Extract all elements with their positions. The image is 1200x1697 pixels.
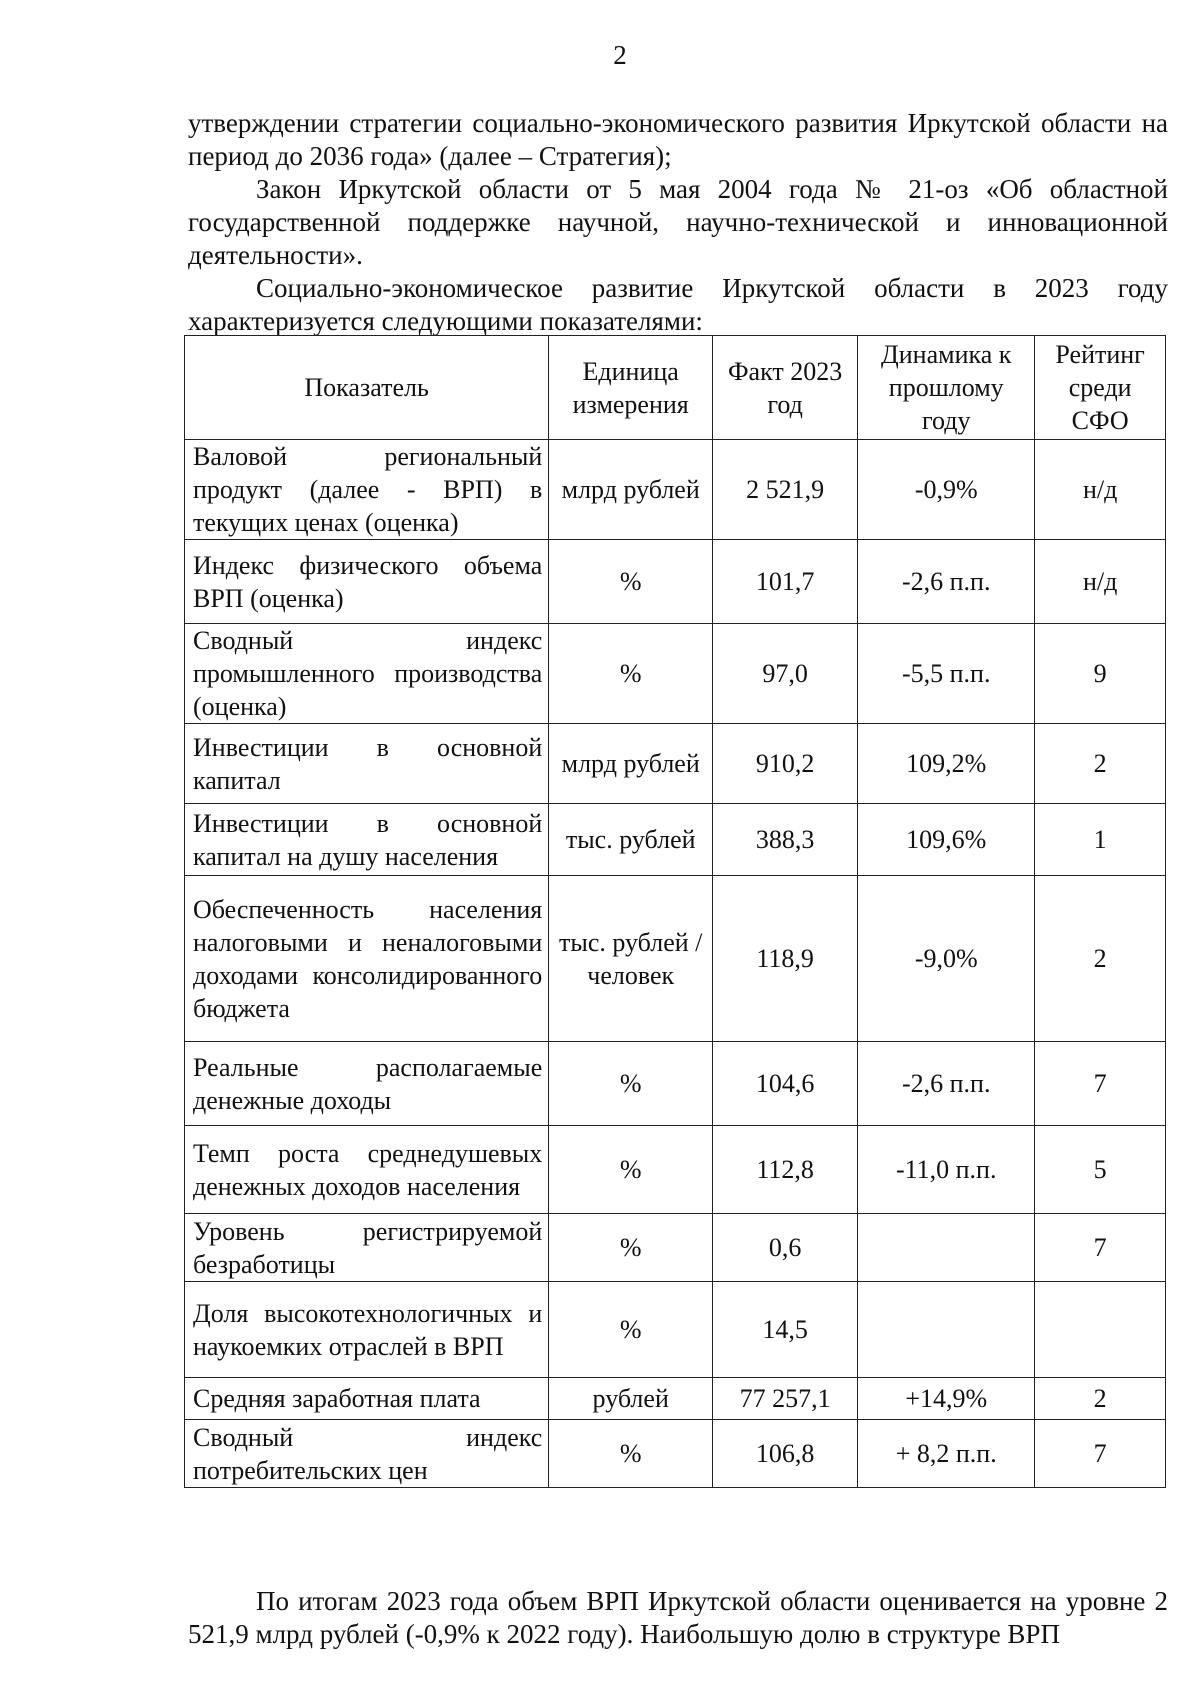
- table-row: [185, 440, 1166, 540]
- indicator-cell: Уровень регистрируемой безработицы: [185, 1214, 549, 1282]
- indicator-cell: Сводный индекс потребительских цен: [185, 1420, 549, 1488]
- rank-cell: 7: [1035, 1420, 1166, 1488]
- unit-cell: %: [549, 540, 713, 624]
- unit-cell: млрд рублей: [549, 724, 713, 804]
- table-row: [185, 1282, 1166, 1378]
- dynamics-cell: 109,2%: [858, 724, 1035, 804]
- fact-cell: 2 521,9: [713, 440, 858, 540]
- table-row: [185, 624, 1166, 724]
- fact-cell: 97,0: [713, 624, 858, 724]
- unit-cell: млрд рублей: [549, 440, 713, 540]
- intro-paragraph: Социально-экономическое развитие Иркутской области в 2023 году характеризуется следующими показателями:: [188, 273, 1168, 336]
- dynamics-cell: +14,9%: [858, 1378, 1035, 1420]
- dynamics-cell: 109,6%: [858, 804, 1035, 876]
- page-number: 2: [613, 40, 627, 70]
- dynamics-cell: [858, 1214, 1035, 1282]
- indicator-cell: Реальные располагаемые денежные доходы: [185, 1042, 549, 1126]
- table-row: [185, 804, 1166, 876]
- rank-cell: [1035, 1282, 1166, 1378]
- indicator-cell: Валовой региональный продукт (далее - ВРП) в текущих ценах (оценка): [185, 440, 549, 540]
- fact-cell: 112,8: [713, 1126, 858, 1214]
- indicators-table: [184, 335, 1166, 1488]
- unit-cell: %: [549, 1282, 713, 1378]
- indicators-table-wrapper: [184, 335, 1166, 1488]
- unit-cell: рублей: [549, 1378, 713, 1420]
- rank-cell: 7: [1035, 1042, 1166, 1126]
- fact-cell: 104,6: [713, 1042, 858, 1126]
- indicator-cell: Инвестиции в основной капитал: [185, 724, 549, 804]
- dynamics-cell: -5,5 п.п.: [858, 624, 1035, 724]
- unit-cell: тыс. рублей /человек: [549, 876, 713, 1042]
- rank-cell: 5: [1035, 1126, 1166, 1214]
- table-row: [185, 1420, 1166, 1488]
- indicator-cell: Темп роста среднедушевых денежных доходов населения: [185, 1126, 549, 1214]
- dynamics-cell: [858, 1282, 1035, 1378]
- table-row: [185, 876, 1166, 1042]
- outro-paragraph: По итогам 2023 года объем ВРП Иркутской области оценивается на уровне 2 521,9 млрд рублей (-0,9% к 2022 году). Наибольшую долю в структуре ВРП: [188, 1586, 1168, 1649]
- intro-text: [188, 107, 1168, 338]
- intro-paragraph: утверждении стратегии социально-экономического развития Иркутской области на период до 2036 года» (далее – Стратегия);: [188, 108, 1168, 171]
- dynamics-cell: -9,0%: [858, 876, 1035, 1042]
- table-row: [185, 540, 1166, 624]
- indicator-cell: Индекс физического объема ВРП (оценка): [185, 540, 549, 624]
- unit-cell: тыс. рублей: [549, 804, 713, 876]
- indicator-cell: Сводный индекс промышленного производства (оценка): [185, 624, 549, 724]
- indicator-cell: Доля высокотехнологичных и наукоемких отраслей в ВРП: [185, 1282, 549, 1378]
- fact-cell: 106,8: [713, 1420, 858, 1488]
- fact-cell: 118,9: [713, 876, 858, 1042]
- fact-cell: 77 257,1: [713, 1378, 858, 1420]
- indicator-cell: Средняя заработная плата: [185, 1378, 549, 1420]
- fact-cell: 910,2: [713, 724, 858, 804]
- unit-cell: %: [549, 1420, 713, 1488]
- table-row: [185, 1126, 1166, 1214]
- fact-cell: 0,6: [713, 1214, 858, 1282]
- rank-cell: 9: [1035, 624, 1166, 724]
- dynamics-cell: -0,9%: [858, 440, 1035, 540]
- unit-cell: %: [549, 624, 713, 724]
- indicator-cell: Обеспеченность населения налоговыми и неналоговыми доходами консолидированного бюджета: [185, 876, 549, 1042]
- table-row: [185, 1214, 1166, 1282]
- fact-cell: 14,5: [713, 1282, 858, 1378]
- column-header-fact: Факт 2023 год: [713, 336, 858, 440]
- rank-cell: 1: [1035, 804, 1166, 876]
- rank-cell: н/д: [1035, 540, 1166, 624]
- indicator-cell: Инвестиции в основной капитал на душу населения: [185, 804, 549, 876]
- dynamics-cell: -11,0 п.п.: [858, 1126, 1035, 1214]
- fact-cell: 388,3: [713, 804, 858, 876]
- rank-cell: 2: [1035, 876, 1166, 1042]
- table-row: [185, 1378, 1166, 1420]
- table-body: [185, 440, 1166, 1488]
- unit-cell: %: [549, 1126, 713, 1214]
- dynamics-cell: -2,6 п.п.: [858, 1042, 1035, 1126]
- dynamics-cell: + 8,2 п.п.: [858, 1420, 1035, 1488]
- column-header-dynamics: Динамика к прошлому году: [858, 336, 1035, 440]
- rank-cell: 7: [1035, 1214, 1166, 1282]
- dynamics-cell: -2,6 п.п.: [858, 540, 1035, 624]
- column-header-rank: Рейтинг среди СФО: [1035, 336, 1166, 440]
- fact-cell: 101,7: [713, 540, 858, 624]
- unit-cell: %: [549, 1042, 713, 1126]
- rank-cell: 2: [1035, 1378, 1166, 1420]
- intro-paragraph: Закон Иркутской области от 5 мая 2004 года № 21-оз «Об областной государственной поддержке научной, научно-технической и инновационной деятельности».: [188, 174, 1168, 270]
- table-header-row: [185, 336, 1166, 440]
- rank-cell: н/д: [1035, 440, 1166, 540]
- column-header-unit: Единица измерения: [549, 336, 713, 440]
- rank-cell: 2: [1035, 724, 1166, 804]
- unit-cell: %: [549, 1214, 713, 1282]
- column-header-indicator: Показатель: [185, 336, 549, 440]
- table-row: [185, 724, 1166, 804]
- outro-text: [188, 1585, 1168, 1651]
- table-row: [185, 1042, 1166, 1126]
